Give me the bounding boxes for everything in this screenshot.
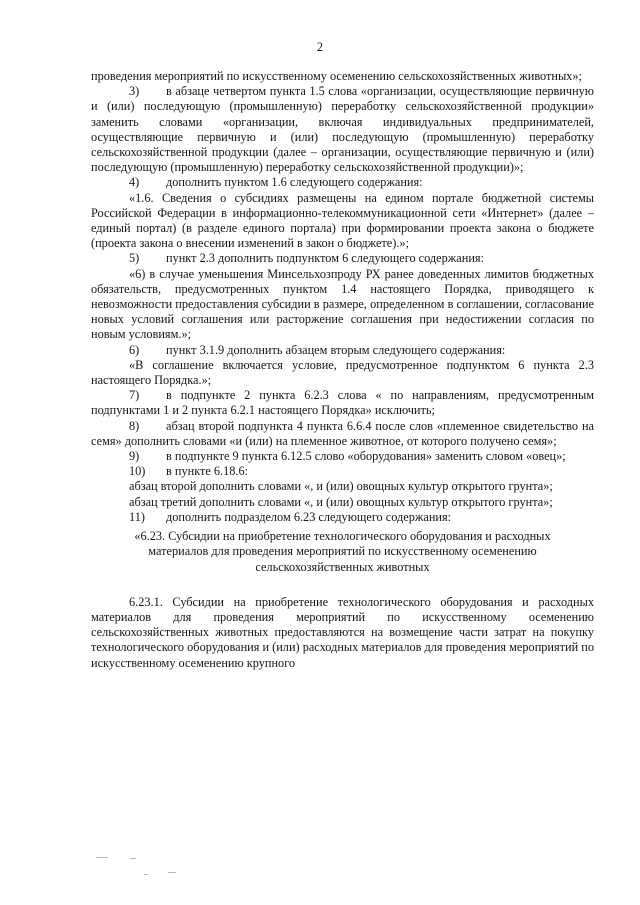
spacer [91,575,594,595]
continuation-paragraph: проведения мероприятий по искусственному осеменению сельскохозяйственных животных»; [91,69,582,83]
item-number: 4) [129,175,140,190]
item-text: в подпункте 2 пункта 6.2.3 слова « по направлениям, предусмотренным подпунктами 1 и 2 пункта 6.2.1 настоящего Порядка» исключить; [91,388,594,418]
quoted-clause-3-1-9: «В соглашение включается условие, предусмотренное подпунктом 6 пункта 2.3 настоящего Порядка.»; [91,357,594,388]
heading-line-3: сельскохозяйственных животных [255,559,430,574]
amendment-item-4 [91,175,594,190]
document-body [91,69,594,671]
item-number: 7) [129,388,140,403]
amendment-item-9 [91,449,594,464]
amendment-item-6 [91,343,594,358]
page-number: 2 [316,40,324,54]
item-number: 3) [129,84,140,99]
item-number: 9) [129,449,140,464]
section-heading-6-23 [91,529,594,575]
quoted-clause-1-6: «1.6. Сведения о субсидиях размещены на едином портале бюджетной системы Российской Федерации в информационно-телекоммуникационной сети «Интернет» (далее – единый портал) (в разделе единого портала) при формировании проекта закона о бюджете (проекта закона о внесении изменений в закон о бюджете).»; [91,190,594,251]
scan-speck [168,872,176,873]
amendment-item-3 [91,84,594,175]
item-text: дополнить подразделом 6.23 следующего содержания: [166,509,452,524]
scan-speck [144,874,148,875]
amendment-item-5 [91,251,594,266]
item-text: в подпункте 9 пункта 6.12.5 слово «оборудования» заменить словом «овец»; [166,449,566,464]
clause-6-23-1: 6.23.1. Субсидии на приобретение технологического оборудования и расходных материалов для проведения мероприятий по искусственному осеменению сельскохозяйственных животных предоставляются на возмещение части затрат на покупку технологического оборудования и (или) расходных материалов для проведения мероприятий по искусственному осеменению крупного [91,594,594,670]
item-number: 10) [129,464,146,479]
item-text: дополнить пунктом 1.6 следующего содержания: [166,175,423,190]
amendment-item-11 [91,510,594,525]
quoted-subclause-6: «6) в случае уменьшения Минсельхозпроду РХ ранее доведенных лимитов бюджетных обязательств, предусмотренных пунктом 1.4 настоящего Порядка, приводящего к невозможности предоставления субсидии в размере, определенном в соглашении, согласование новых условий соглашения или расторжение соглашения при недостижении согласия по новым условиям.»; [91,266,594,342]
item-number: 11) [129,509,145,524]
item-text: абзац второй подпункта 4 пункта 6.6.4 после слов «племенное свидетельство на семя» дополнить словами «и (или) на племенное животное, от которого получено семя»; [91,418,594,448]
item-number: 8) [129,418,140,433]
amendment-item-7 [91,388,594,418]
item-text: пункт 3.1.9 дополнить абзацем вторым следующего содержания: [166,342,506,357]
item-text: пункт 2.3 дополнить подпунктом 6 следующего содержания: [166,251,484,266]
scan-speck [96,857,108,858]
heading-line-1: «6.23. Субсидии на приобретение технологического оборудования и расходных [134,529,551,544]
amendment-item-10 [91,464,594,479]
item-text: в пункте 6.18.6: [166,464,249,479]
heading-line-2: материалов для проведения мероприятий по искусственному осеменению [148,544,537,559]
amendment-item-8 [91,419,594,449]
item-number: 5) [129,251,140,266]
subparagraph-second: абзац второй дополнить словами «, и (или) овощных культур открытого грунта»; [129,479,553,494]
scan-speck [130,858,136,859]
item-number: 6) [129,342,140,357]
item-text: в абзаце четвертом пункта 1.5 слова «организации, осуществляющие первичную и (или) последующую (промышленную) переработку сельскохозяйственной продукции» заменить словами «организации, включая индивидуальных предпринимателей, осуществляющие первичную и (или) последующую (промышленную) переработку сельскохозяйственной продукции (далее – организации, осуществляющие первичную и (или) последующую (промышленную) переработку сельскохозяйственной продукции)»; [91,84,594,175]
subparagraph-third: абзац третий дополнить словами «, и (или) овощных культур открытого грунта»; [129,494,553,509]
